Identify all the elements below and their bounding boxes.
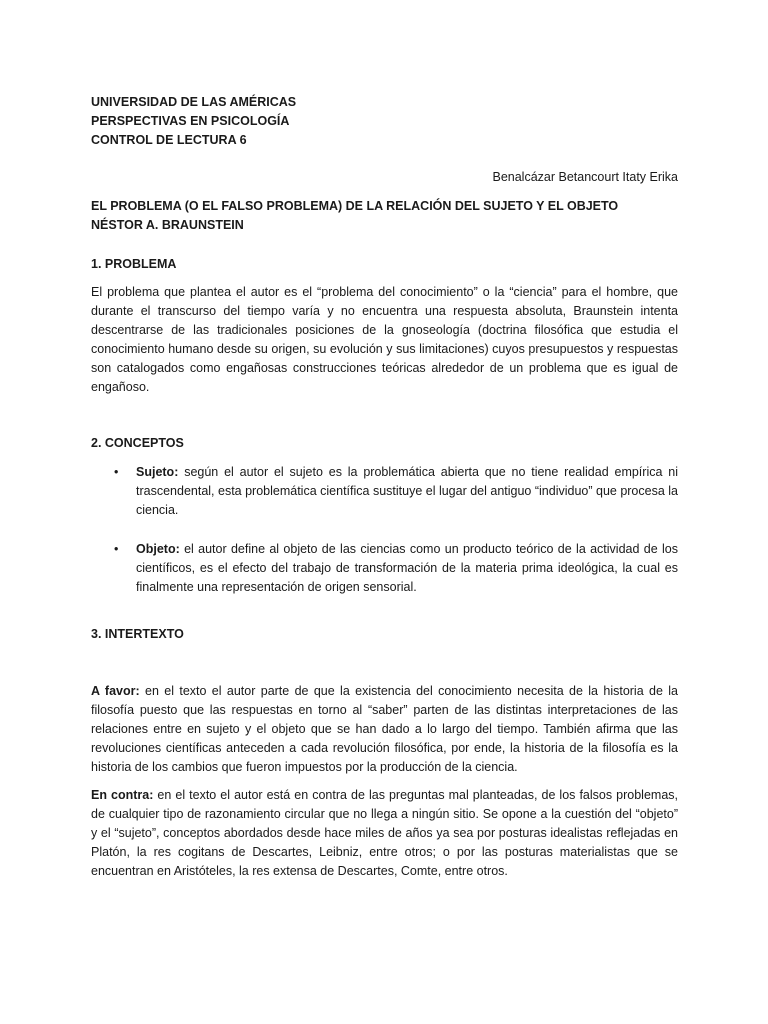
course-name: PERSPECTIVAS EN PSICOLOGÍA bbox=[91, 114, 290, 128]
concepts-list bbox=[91, 463, 678, 597]
favor-text: en el texto el autor parte de que la existencia del conocimiento necesita de la historia de la filosofía puesto que las respuestas en torno al “saber” parten de las distintas interpretaciones de las relaciones entre en sujeto y el objeto que se han dado a lo largo del tiempo. También afirma que las revoluciones científicas anteceden a cada revolución filosófica, por ende, la historia de la filosofía es la historia de los cambios que fueron impuestos por la producción de la ciencia. bbox=[91, 684, 679, 774]
concept-definition: el autor define al objeto de las ciencias como un producto teórico de la actividad de los científicos, es el efecto del trabajo de transformación de la materia prima ideológica, la cual es finalmente una representación de origen sensorial. bbox=[136, 542, 678, 594]
assignment-name: CONTROL DE LECTURA 6 bbox=[91, 133, 247, 147]
contra-text: en el texto el autor está en contra de las preguntas mal planteadas, de los falsos problemas, de cualquier tipo de razonamiento circular que no llega a ningún sitio. Se opone a la cuestión del “objeto” y el “sujeto”, conceptos abordados desde hace miles de años ya sea por posturas idealistas reflejadas en Platón, la res cogitans de Descartes, Leibniz, entre otros; o por las posturas materialistas que se encuentran en Aristóteles, la res extensa de Descartes, Comte, entre otros. bbox=[91, 788, 678, 878]
title-line: EL PROBLEMA (O EL FALSO PROBLEMA) DE LA RELACIÓN DEL SUJETO Y EL OBJETO bbox=[91, 199, 619, 213]
section-heading-problema: 1. PROBLEMA bbox=[91, 257, 177, 271]
concept-term: Sujeto: bbox=[136, 465, 179, 479]
title-author: NÉSTOR A. BRAUNSTEIN bbox=[91, 218, 244, 232]
contra-label: En contra: bbox=[91, 788, 154, 802]
section-heading-conceptos: 2. CONCEPTOS bbox=[91, 436, 184, 450]
section-heading-intertexto: 3. INTERTEXTO bbox=[91, 627, 184, 641]
bullet-icon: • bbox=[114, 542, 119, 556]
concept-term: Objeto: bbox=[136, 542, 180, 556]
intertexto-contra-paragraph bbox=[91, 786, 678, 881]
bullet-icon: • bbox=[114, 465, 119, 479]
section-body-problema: El problema que plantea el autor es el “problema del conocimiento” o la “ciencia” para el hombre, que durante el transcurso del tiempo varía y no encuentra una respuesta absoluta, Braunstein intenta descentrarse de las tradicionales posiciones de la gnoseología (doctrina filosófica que estudia el conocimiento humano desde su origen, su evolución y sus limitaciones) cuyos presupuestos y respuestas son catalogados como engañosas construcciones teóricas alrededor de un problema que es igual de engañoso. bbox=[91, 285, 678, 394]
intertexto-favor-paragraph bbox=[91, 682, 678, 777]
list-item bbox=[91, 463, 678, 520]
favor-label: A favor: bbox=[91, 684, 140, 698]
document-title bbox=[91, 197, 618, 235]
concept-definition: según el autor el sujeto es la problemática abierta que no tiene realidad empírica ni trascendental, esta problemática científica sustituye el lugar del antiguo “individuo” que procesa la ciencia. bbox=[136, 465, 678, 517]
university-name: UNIVERSIDAD DE LAS AMÉRICAS bbox=[91, 95, 297, 109]
document-header bbox=[91, 93, 296, 150]
list-item bbox=[91, 540, 678, 597]
author-name: Benalcázar Betancourt Itaty Erika bbox=[492, 170, 678, 184]
